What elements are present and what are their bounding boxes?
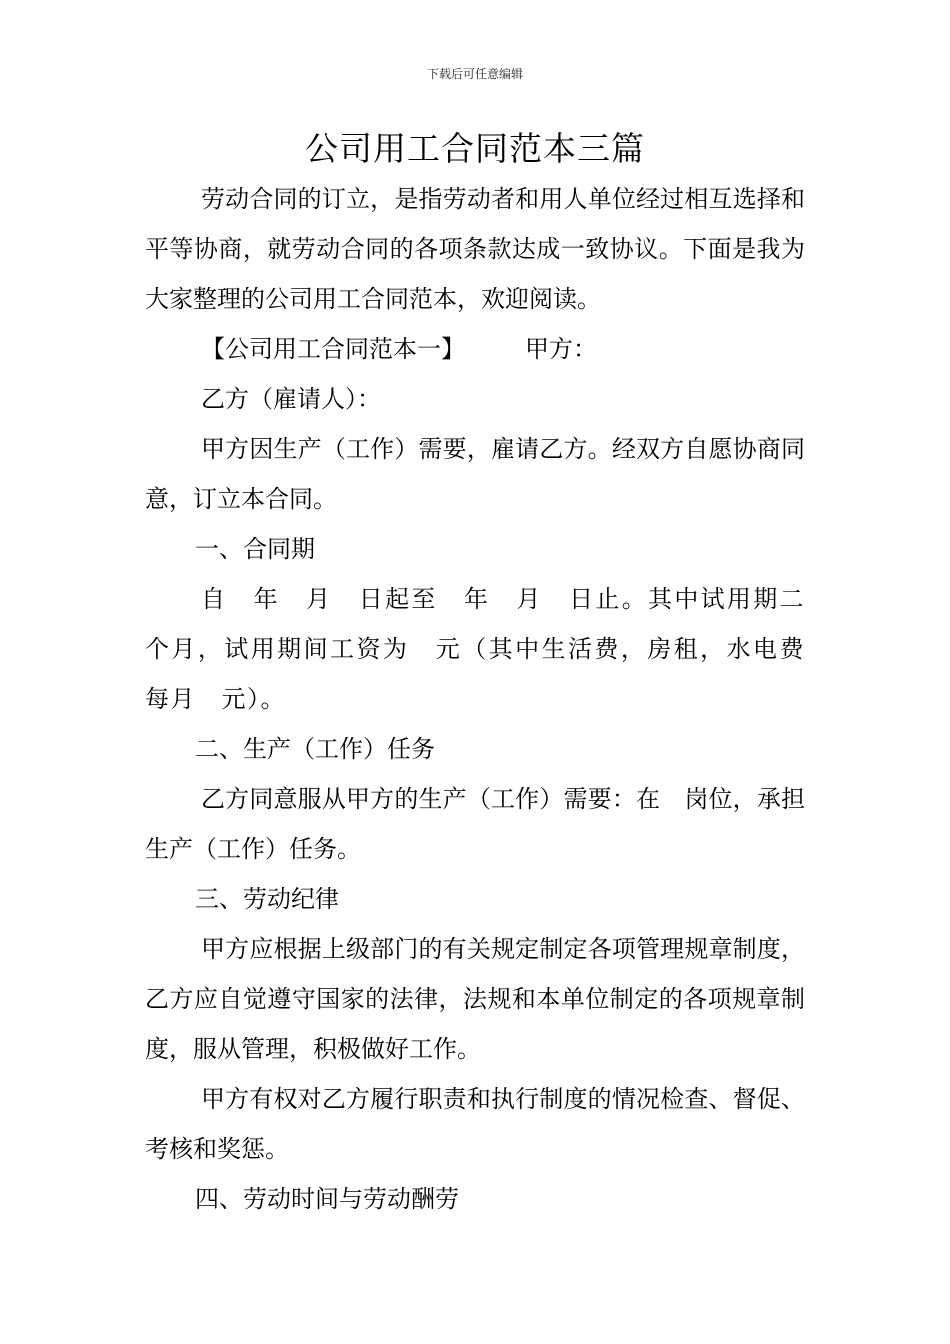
party-b-line: 乙方（雇请人）： — [201, 385, 381, 413]
discipline-paragraph-1: 甲方应根据上级部门的有关规定制定各项管理规章制度，乙方应自觉遵守国家的法律，法规和本单位制定的各项规章制度，服从管理，积极做好工作。 — [145, 935, 805, 1063]
production-task-paragraph: 乙方同意服从甲方的生产（工作）需要：在 岗位，承担 生产（工作）任务。 — [145, 785, 829, 863]
party-a-label: 甲方： — [525, 335, 597, 363]
header-note: 下载后可任意编辑 — [426, 67, 523, 81]
document-body — [145, 174, 829, 1224]
heading-contract-period: 一、合同期 — [195, 535, 315, 563]
section-one-line — [145, 324, 805, 374]
intro-paragraph: 劳动合同的订立，是指劳动者和用人单位经过相互选择和平等协商，就劳动合同的各项条款达成一致协议。下面是我为大家整理的公司用工合同范本，欢迎阅读。 — [145, 185, 805, 313]
document-title: 公司用工合同范本三篇 — [305, 129, 645, 168]
preamble-paragraph: 甲方因生产（工作）需要，雇请乙方。经双方自愿协商同意，订立本合同。 — [145, 435, 805, 513]
contract-period-paragraph: 自 年 月 日起至 年 月 日止。其中试用期二个月，试用期间工资为 元（其中生活费，房租，水电费每月 元）。 — [145, 585, 805, 713]
section-one-label: 【公司用工合同范本一】 — [201, 335, 465, 363]
heading-labor-discipline: 三、劳动纪律 — [195, 885, 339, 913]
heading-work-hours-pay: 四、劳动时间与劳动酬劳 — [195, 1185, 459, 1213]
discipline-paragraph-2: 甲方有权对乙方履行职责和执行制度的情况检查、督促、考核和奖惩。 — [145, 1085, 805, 1163]
heading-production-task: 二、生产（工作）任务 — [195, 735, 435, 763]
